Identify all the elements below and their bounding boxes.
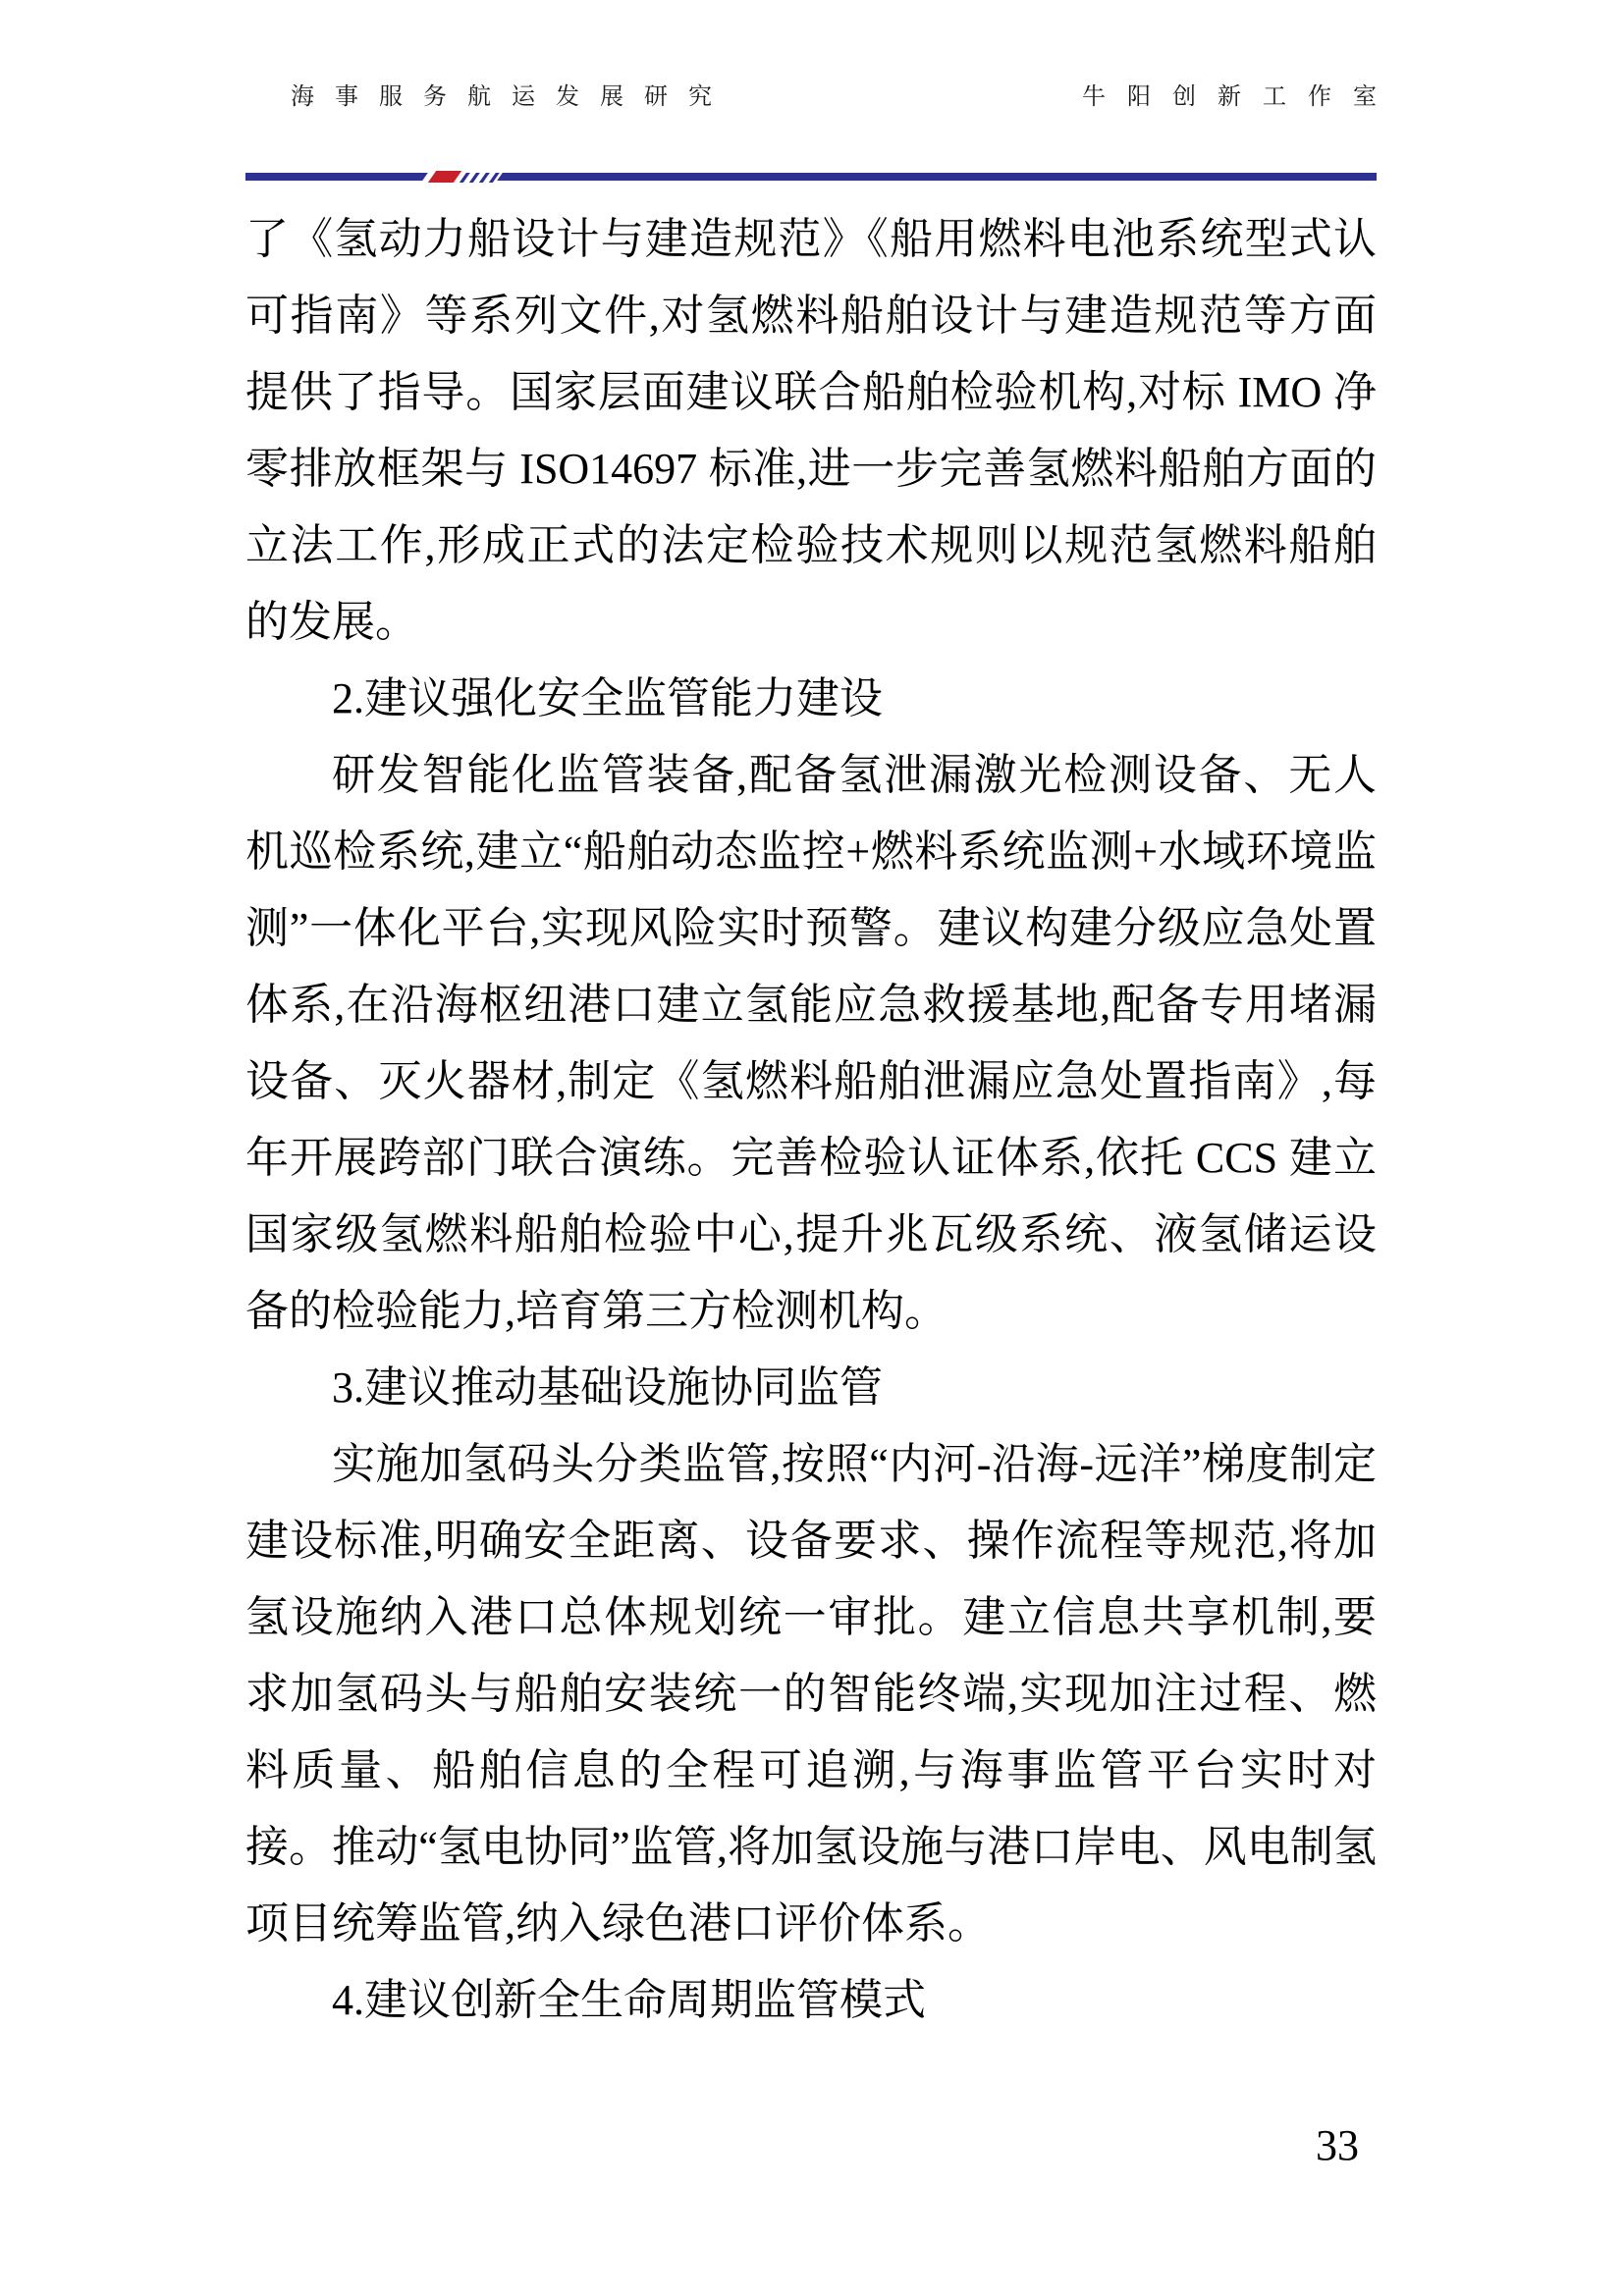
paragraph-continuation: 了《氢动力船设计与建造规范》《船用燃料电池系统型式认可指南》等系列文件,对氢燃料船舶设计与建造规范等方面提供了指导。国家层面建议联合船舶检验机构,对标 IMO 净零排放框架与 ISO14697 标准,进一步完善氢燃料船舶方面的立法工作,形成正式的法定检验技术规则以规范氢燃料船舶的发展。 — [245, 215, 1377, 646]
page-header — [245, 77, 1398, 111]
header-rule-accent — [421, 171, 504, 183]
header-left-title: 海事服务航运发展研究 — [291, 84, 732, 110]
rule-accent-stripe — [469, 173, 480, 183]
rule-accent-stripe — [460, 173, 470, 183]
rule-accent-red — [428, 171, 461, 183]
document-body — [245, 201, 1377, 2039]
header-rule-bar — [245, 173, 1377, 181]
section-heading-2: 2.建议强化安全监管能力建设 — [332, 674, 883, 722]
paragraph-section-2: 研发智能化监管装备,配备氢泄漏激光检测设备、无人机巡检系统,建立“船舶动态监控+燃料系统监测+水域环境监测”一体化平台,实现风险实时预警。建议构建分级应急处置体系,在沿海枢纽港口建立氢能应急救援基地,配备专用堵漏设备、灭火器材,制定《氢燃料船舶泄漏应急处置指南》,每年开展跨部门联合演练。完善检验认证体系,依托 CCS 建立国家级氢燃料船舶检验中心,提升兆瓦级系统、液氢储运设备的检验能力,培育第三方检测机构。 — [245, 751, 1377, 1335]
rule-accent-stripe — [479, 173, 490, 183]
header-rule — [245, 173, 1377, 181]
rule-accent-stripe — [489, 173, 500, 183]
page-number: 33 — [1316, 2121, 1359, 2169]
header-right-title: 牛阳创新工作室 — [1082, 84, 1398, 110]
paragraph-section-3: 实施加氢码头分类监管,按照“内河-沿海-远洋”梯度制定建设标准,明确安全距离、设备要求、操作流程等规范,将加氢设施纳入港口总体规划统一审批。建立信息共享机制,要求加氢码头与船舶安装统一的智能终端,实现加注过程、燃料质量、船舶信息的全程可追溯,与海事监管平台实时对接。推动“氢电协同”监管,将加氢设施与港口岸电、风电制氢项目统筹监管,纳入绿色港口评价体系。 — [245, 1440, 1377, 1948]
section-heading-3: 3.建议推动基础设施协同监管 — [332, 1363, 883, 1412]
section-heading-4: 4.建议创新全生命周期监管模式 — [332, 1976, 926, 2024]
